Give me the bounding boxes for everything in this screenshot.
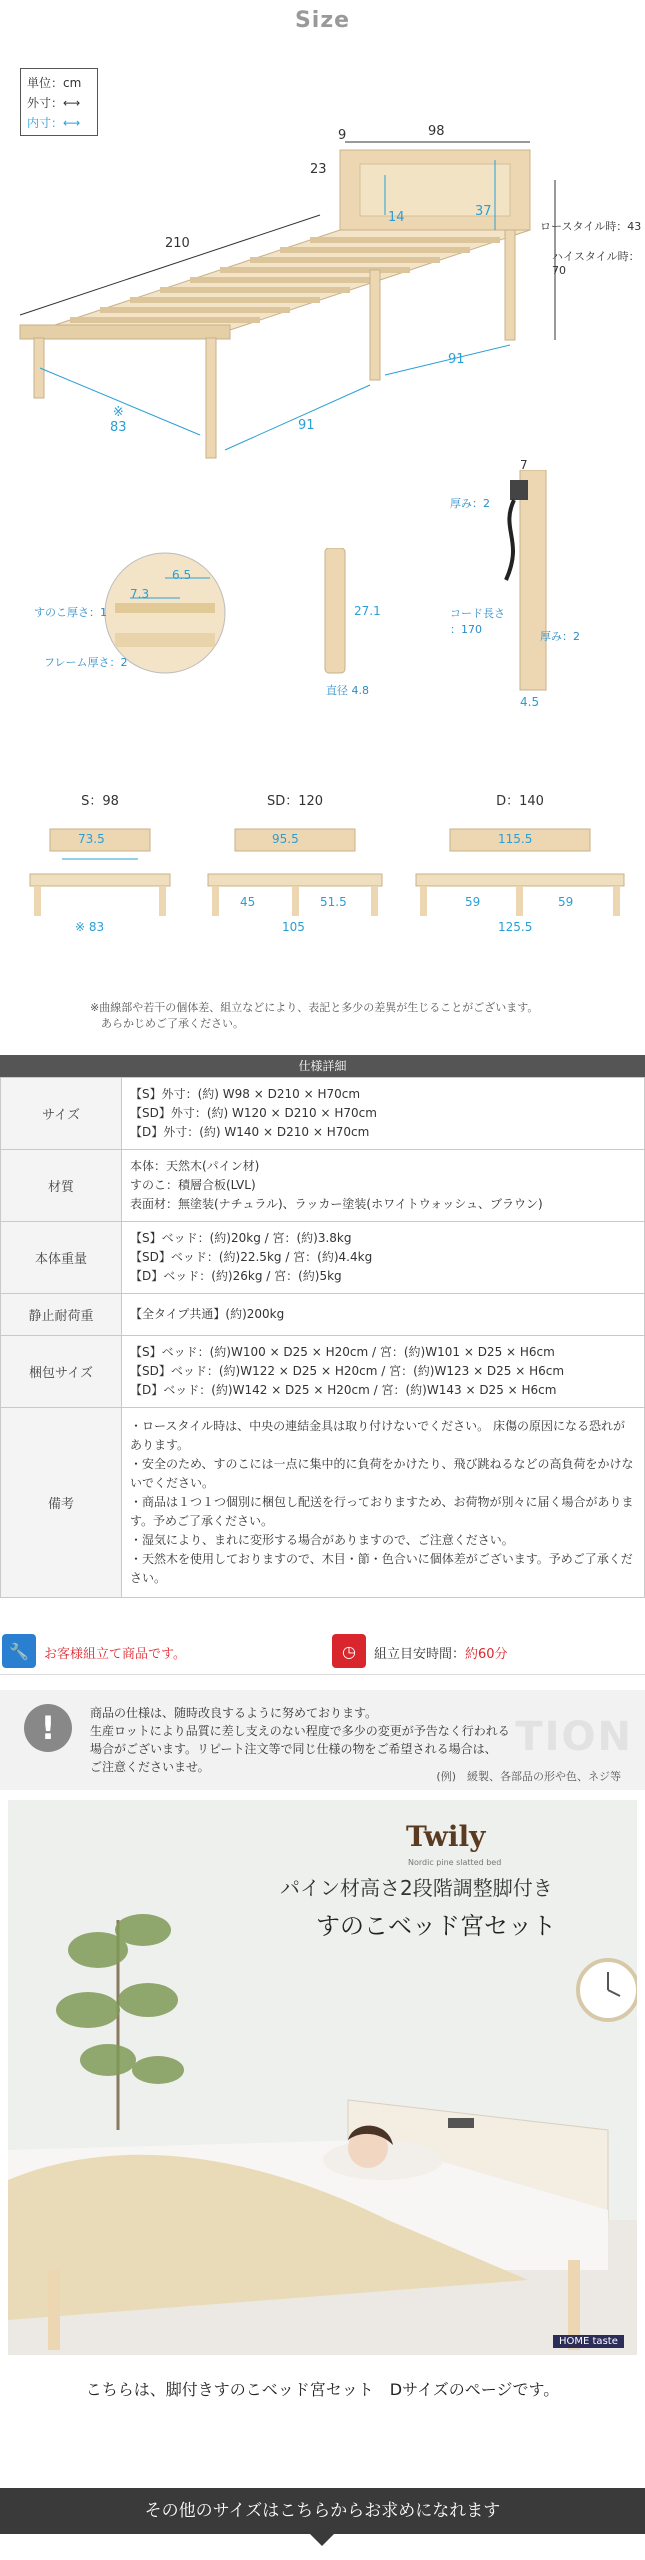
brand-sub: Nordic pine slatted bed xyxy=(408,1858,502,1867)
caution-watermark: TION xyxy=(515,1714,633,1760)
variant-inner: 95.5 xyxy=(272,832,299,846)
leg-detail-drawing xyxy=(320,548,350,678)
caution-text: 商品の仕様は、随時改良するように努めております。 生産ロットにより品質に差し支えのない程度で多少の変更が予告なく行われる 場合がございます。リピート注文等で同じ仕様の物をご希望される場合は、 ご注意くださいませ。 xyxy=(90,1706,510,1774)
size-title: Size xyxy=(294,8,351,33)
variant-name: SD：120 xyxy=(266,794,324,809)
legend-inner: 内寸：⟷ xyxy=(27,116,81,130)
variant-inner: 115.5 xyxy=(498,832,533,846)
spec-key: 静止耐荷重 xyxy=(1,1294,122,1336)
home-taste-badge: HOME taste xyxy=(553,2335,624,2348)
frame-thickness-label: フレーム厚さ：2 xyxy=(44,656,128,669)
size-variants xyxy=(20,790,640,950)
assembly-bar xyxy=(0,1630,645,1675)
spec-table xyxy=(0,1055,645,1598)
variant-right: 59 xyxy=(558,895,574,909)
legend-outer: 外寸：⟷ xyxy=(27,96,81,110)
variant-bottom: ※ 83 xyxy=(75,920,105,934)
slat-dim-1: 6.5 xyxy=(172,568,192,582)
variant-name: S：98 xyxy=(81,794,119,809)
leg-diameter: 直径 4.8 xyxy=(326,684,369,697)
variant-mid: 59 xyxy=(465,895,481,909)
dim-side-span: 91 xyxy=(448,352,465,367)
table-row: 材質 本体：天然木(パイン材) すのこ：積層合板(LVL) 表面材：無塗装(ナチュラル)、ラッカー塗装(ホワイトウォッシュ、ブラウン) xyxy=(1,1150,645,1222)
head-bottom: 4.5 xyxy=(520,695,540,709)
clock-icon: ◷ xyxy=(332,1634,366,1668)
variant-right: 51.5 xyxy=(320,895,347,909)
hero-title-2: すのこベッド宮セット xyxy=(316,1912,556,1940)
slat-dim-2: 7.3 xyxy=(130,587,150,601)
other-sizes-link[interactable]: その他のサイズはこちらからお求めになれます xyxy=(0,2488,645,2534)
head-thick-1: 厚み：2 xyxy=(450,497,490,510)
table-row: 静止耐荷重 【全タイプ共通】(約)200kg xyxy=(1,1294,645,1336)
variant-inner: 73.5 xyxy=(78,832,105,846)
slat-thickness-label: すのこ厚さ：1 xyxy=(34,606,107,619)
spec-key: 本体重量 xyxy=(1,1222,122,1294)
dim-headboard-top: 23 xyxy=(310,162,327,177)
head-cord-length: コード長さ ：170 xyxy=(450,607,505,636)
double-arrow-icon: ⟷ xyxy=(63,116,81,130)
dim-low-height: ロースタイル時：43 xyxy=(540,220,642,233)
dim-under-1: ※ 83 xyxy=(110,405,127,435)
table-row: 本体重量 【S】ベッド：(約)20kg / 宮：(約)3.8kg 【SD】ベッド：(約)22.5kg / 宮：(約)4.4kg 【D】ベッド：(約)26kg / 宮：(約)5kg xyxy=(1,1222,645,1294)
variant-sd xyxy=(200,790,390,934)
hero-photo xyxy=(8,1800,637,2355)
hero-title-1: パイン材高さ2段階調整脚付き xyxy=(280,1876,553,1900)
assembly-time: 組立目安時間：約60分 xyxy=(374,1647,508,1662)
caution-box xyxy=(0,1690,645,1790)
variant-mid: 45 xyxy=(240,895,256,909)
dim-headboard-inner-1: 14 xyxy=(388,210,405,225)
spec-key: 材質 xyxy=(1,1150,122,1222)
caution-example: (例) 緩製、各部品の形や色、ネジ等 xyxy=(436,1770,621,1783)
size-page-note: こちらは、脚付きすのこベッド宮セット Dサイズのページです。 xyxy=(0,2360,645,2420)
exclamation-icon: ! xyxy=(24,1704,72,1752)
head-top: 7 xyxy=(520,458,528,472)
dim-headboard-inner-2: 37 xyxy=(475,204,492,219)
dim-length: 210 xyxy=(165,236,190,251)
assembly-required: お客様組立て商品です。 xyxy=(44,1647,186,1662)
leg-height: 27.1 xyxy=(354,604,381,618)
spec-header: 仕様詳細 xyxy=(0,1055,645,1077)
variant-d xyxy=(410,790,630,934)
table-row: 備考 ・ロースタイル時は、中央の連結金具は取り付けないでください。 床傷の原因になる恐れがあります。 ・安全のため、すのこには一点に集中的に負荷をかけたり、飛び跳ねるなどの高負荷をかけないでください。 ・商品は１つ１つ個別に梱包し配送を行っておりますため、お荷物が別々に届く場合があります。予めご了承ください。 ・湿気により、まれに変形する場合がありますので、ご注意ください。 ・天然木を使用しておりますので、木目・節・色合いに個体差がございます。予めご了承ください。 xyxy=(1,1408,645,1598)
variant-bottom: 105 xyxy=(282,920,305,934)
legend-unit: 単位：cm xyxy=(27,76,82,90)
brand-logo: Twily xyxy=(406,1820,486,1853)
dim-headboard-depth: 9 xyxy=(338,128,347,143)
head-thick-2: 厚み：2 xyxy=(540,630,580,643)
double-arrow-icon: ⟷ xyxy=(63,96,81,110)
spec-key: 備考 xyxy=(1,1408,122,1598)
dim-width: 98 xyxy=(428,124,445,139)
variant-s-drawing xyxy=(20,809,180,919)
size-footnote: ※曲線部や若干の個体差、組立などにより、表記と多少の差異が生じることがございます。 あらかじめご了承ください。 xyxy=(90,1001,539,1030)
spec-key: 梱包サイズ xyxy=(1,1336,122,1408)
variant-d-drawing xyxy=(410,809,630,919)
dim-high-height: ハイスタイル時：70 xyxy=(552,250,640,277)
chevron-down-icon xyxy=(310,2534,334,2546)
table-row: サイズ 【S】外寸：(約) W98 × D210 × H70cm 【SD】外寸：(約) W120 × D210 × H70cm 【D】外寸：(約) W140 × D210 × H70cm xyxy=(1,1078,645,1150)
dim-under-2: 91 xyxy=(298,418,315,433)
variant-sd-drawing xyxy=(200,809,390,919)
variant-name: D：140 xyxy=(496,794,544,809)
bed-main-drawing xyxy=(0,120,645,500)
table-row: 梱包サイズ 【S】ベッド：(約)W100 × D25 × H20cm / 宮：(約)W101 × D25 × H6cm 【SD】ベッド：(約)W122 × D25 × H20cm / 宮：(約)W123 × D25 × H6cm 【D】ベッド：(約)W142 × D25 × H20cm / 宮：(約)W143 × D25 × H6cm xyxy=(1,1336,645,1408)
headboard-side-drawing xyxy=(500,470,560,700)
variant-s xyxy=(20,790,180,934)
variant-bottom: 125.5 xyxy=(498,920,533,934)
spec-key: サイズ xyxy=(1,1078,122,1150)
wrench-icon: 🔧 xyxy=(2,1634,36,1668)
